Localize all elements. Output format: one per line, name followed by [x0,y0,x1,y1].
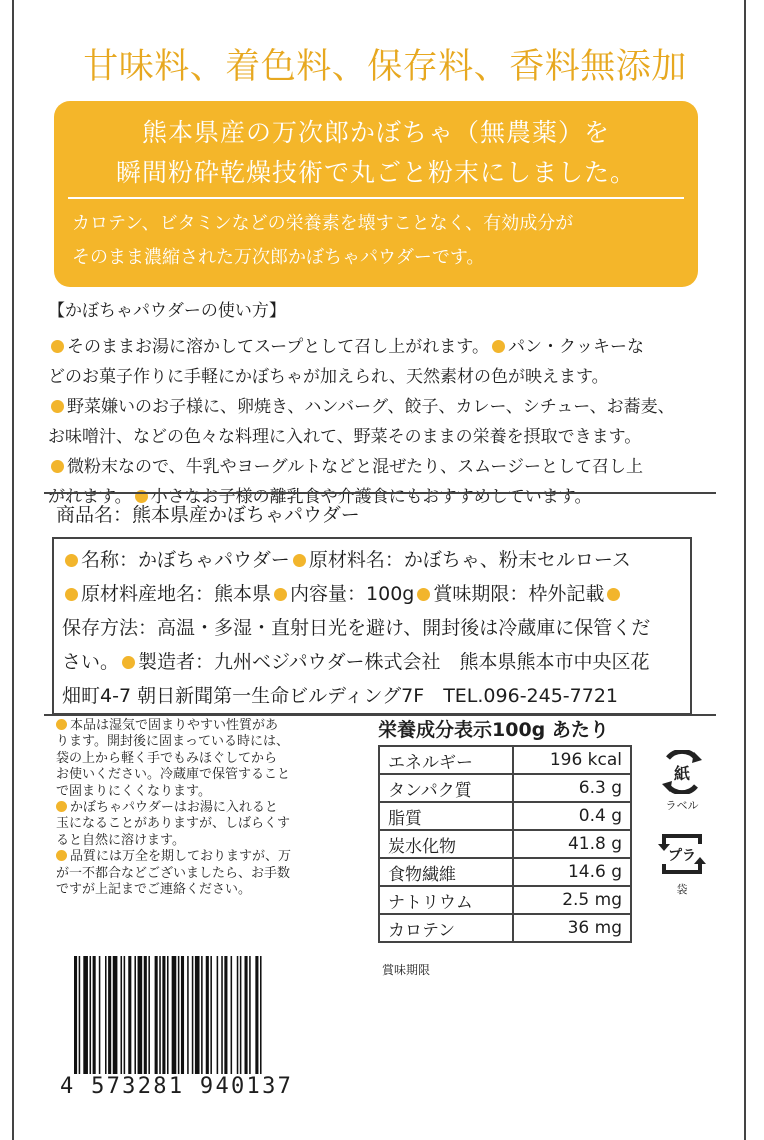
plastic-recycle-mark [652,830,712,898]
hero-detail-line: そのまま濃縮された万次郎かぼちゃパウダーです。 [72,247,485,268]
barcode-bar [121,956,123,1086]
nutrient-value: 6.3 g [513,774,631,802]
note-line: 品質には万全を期しておりますが、万 [70,849,292,865]
bullet-dot-icon [56,850,67,861]
note-line: ですが上記までご連絡ください。 [56,882,252,898]
nutrient-value: 41.8 g [513,830,631,858]
nutrient-name: 食物繊維 [379,858,513,886]
nutrient-name: 脂質 [379,802,513,830]
hero-lead-line: 瞬間粉砕乾燥技術で丸ごと粉末にしました。 [115,158,636,187]
barcode-bar [83,956,88,1086]
spec-text-line: 畑町4-7 朝日新聞第一生命ビルディング7F TEL.096-245-7721 [62,685,619,707]
barcode-bar [237,956,239,1086]
product-name: 商品名：熊本県産かぼちゃパウダー [56,504,360,526]
bullet-dot-icon [65,588,78,601]
barcode-bar [144,956,147,1086]
barcode-bar [155,956,158,1086]
paper-recycle-mark [652,750,712,814]
nutrient-value: 2.5 mg [513,886,631,914]
spec-text-line: さい。 [62,651,120,673]
barcode-bar [206,956,209,1086]
nutrient-value: 14.6 g [513,858,631,886]
nutrient-name: 炭水化物 [379,830,513,858]
spec-text-line: 保存方法：高温・多湿・直射日光を避け、開封後は冷蔵庫に保管くだ [62,617,651,639]
note-line: 袋の上から軽く手でもみほぐしてから [56,750,278,766]
hero-divider [68,197,684,199]
hero-lead-line: 熊本県産の万次郎かぼちゃ（無農薬）を [141,118,610,147]
bullet-dot-icon [51,460,64,473]
plastic-symbol: プラ [668,848,696,864]
barcode-bar [93,956,96,1086]
bullet-dot-icon [56,801,67,812]
usage-text-line: どのお菓子作りに手軽にかぼちゃが加えられ、天然素材の色が映えます。 [48,367,609,387]
hero-lead [54,113,698,193]
barcode-bar [167,956,169,1086]
expiry-label: 賞味期限 [382,963,431,977]
usage-text-line: がれます。 [48,487,132,507]
nutrition-row [379,914,631,942]
barcode-bar [90,956,92,1086]
barcode-bar [240,956,242,1086]
nutrient-name: エネルギー [379,746,513,774]
spec-box [52,537,692,715]
barcode-bar [201,956,203,1086]
note-line: お使いください。冷蔵庫で保管すること [56,767,291,783]
bullet-dot-icon [122,656,135,669]
bullet-dot-icon [607,588,620,601]
nutrient-name: タンパク質 [379,774,513,802]
barcode-bar [260,956,262,1086]
spec-text-line: 名称：かぼちゃパウダー [81,549,290,571]
barcode-bar [134,956,136,1086]
barcode-bar [113,956,118,1086]
usage-text-line: 微粉末なので、牛乳やヨーグルトなどと混ぜたり、スムージーとして召し上 [67,457,643,477]
spec-text-line: 製造者：九州ベジパウダー株式会社 熊本県熊本市中央区花 [138,651,650,673]
barcode-bar [187,956,189,1086]
barcode-bar [231,956,233,1086]
bullet-dot-icon [51,340,64,353]
label-right-edge [744,0,746,1140]
bullet-dot-icon [293,554,306,567]
usage-text-line: パン・クッキーな [507,337,644,357]
note-line: が一不都合などございましたら、お手数 [56,865,291,881]
plastic-recycle-icon [656,830,708,878]
barcode [72,956,334,1086]
bullet-dot-icon [417,588,430,601]
note-line: で固まりにくくなります。 [56,783,211,799]
paper-recycle-label: ラベル [665,799,699,812]
nutrient-name: ナトリウム [379,886,513,914]
bullet-dot-icon [274,588,287,601]
nutrition-row [379,830,631,858]
usage-heading: 【かぼちゃパウダーの使い方】 [48,301,286,321]
usage-text-line: 野菜嫌いのお子様に、卵焼き、ハンバーグ、餃子、カレー、シチュー、お蕎麦、 [67,397,675,417]
divider [44,492,716,494]
barcode-bar [162,956,165,1086]
bullet-dot-icon [65,554,78,567]
barcode-bar [224,956,227,1086]
nutrition-row [379,886,631,914]
spec-text-line: 賞味期限：枠外記載 [433,583,605,605]
plastic-recycle-label: 袋 [676,883,688,896]
divider [44,714,716,716]
nutrition-table [378,745,632,943]
barcode-bar [217,956,219,1086]
notes [56,718,366,898]
barcode-bar [221,956,223,1086]
barcode-bar [181,956,184,1086]
barcode-bar [128,956,131,1086]
barcode-bar [138,956,143,1086]
nutrient-value: 36 mg [513,914,631,942]
spec-text-line: 内容量：100g [290,583,415,605]
spec-text-line: 原材料産地名：熊本県 [81,583,272,605]
headline: 甘味料、着色料、保存料、香料無添加 [83,47,687,87]
bullet-dot-icon [51,400,64,413]
barcode-bar [195,956,200,1086]
barcode-bar [124,956,126,1086]
bullet-dot-icon [492,340,505,353]
note-line: ります。開封後に固まっている時には、 [56,734,289,750]
nutrition-row [379,802,631,830]
usage-text [48,332,708,512]
spec-text [62,543,650,713]
note-line: かぼちゃパウダーはお湯に入れると [70,800,278,816]
barcode-number: 4 573281 940137 [60,1074,294,1099]
nutrition-title: 栄養成分表示100g あたり [378,719,609,741]
nutrient-name: カロテン [379,914,513,942]
paper-recycle-icon [656,750,708,794]
barcode-bar [105,956,107,1086]
note-line: 玉になることがありますが、しばらくす [56,816,291,832]
note-line: ると自然に溶けます。 [56,832,185,848]
hero-panel [54,101,698,287]
barcode-bar [148,956,150,1086]
note-line: 本品は湿気で固まりやすい性質があ [70,718,279,733]
usage-text-line: そのままお湯に溶かしてスープとして召し上がれます。 [67,337,489,357]
barcode-bar [108,956,111,1086]
barcode-bar [210,956,212,1086]
nutrition-row [379,746,631,774]
barcode-bar [74,956,77,1086]
barcode-bar [159,956,161,1086]
bullet-dot-icon [56,719,67,730]
label-left-edge [12,0,14,1140]
usage-text-line: お味噌汁、などの色々な料理に入れて、野菜そのままの栄養を摂取できます。 [48,427,642,447]
barcode-bar [245,956,248,1086]
usage-text-line: 小さなお子様の離乳食や介護食にもおすすめしています。 [150,487,592,507]
nutrition-row [379,858,631,886]
barcode-bar [172,956,177,1086]
nutrition-row [379,774,631,802]
barcode-bar [79,956,81,1086]
barcode-bar [192,956,194,1086]
barcode-bar [99,956,101,1086]
nutrient-value: 196 kcal [513,746,631,774]
hero-detail-line: カロテン、ビタミンなどの栄養素を壊すことなく、有効成分が [72,213,574,234]
barcode-bar [178,956,180,1086]
hero-detail [72,207,682,275]
barcode-bar [255,956,258,1086]
barcode-bar [249,956,251,1086]
paper-symbol: 紙 [673,764,691,783]
nutrient-value: 0.4 g [513,802,631,830]
spec-text-line: 原材料名：かぼちゃ、粉末セルロース [308,549,631,571]
